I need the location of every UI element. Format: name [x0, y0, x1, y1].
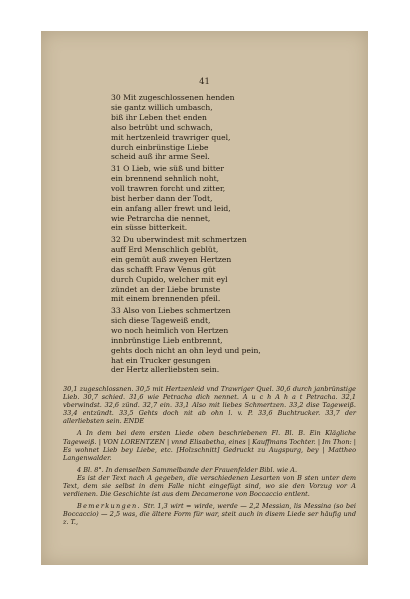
stanza-30 [111, 93, 351, 162]
verse-line: wo noch heimlich von Hertzen [111, 325, 229, 335]
editorial-note: Es ist der Text nach A gegeben, die verschiedenen Lesarten von B sten unter dem Text, dem sie selbst in dem Falle nicht eingefügt sind, wo sie den Vorzug vor A verdienen. Die Geschichte ist aus dem Decamerone von Boccaccio entlent. [63, 473, 356, 499]
verse-line: 30 Mit zugeschlossenen henden [111, 93, 235, 102]
verse-line: zündet an der Liebe brunste [111, 284, 221, 294]
verse-line: ein anfang aller frewt und leid, [111, 203, 231, 213]
verse-line: gehts doch nicht an ohn leyd und pein, [111, 345, 261, 355]
page-number: 41 [199, 77, 210, 87]
book-page [41, 31, 368, 565]
verse-line: 33 Also von Liebes schmertzen [111, 306, 231, 315]
verse-line: ein süsse bitterkeit. [111, 223, 188, 233]
stanza-33 [111, 306, 351, 375]
verse-line: voll trawren forcht und zitter, [111, 183, 226, 193]
verse-line: bist herber dann der Todt, [111, 193, 213, 203]
verse-line: mit einem brennenden pfeil. [111, 294, 221, 304]
verse-line: das schafft Fraw Venus güt [111, 264, 216, 274]
verse-line: sie gantz willich umbasch, [111, 102, 213, 112]
verse-line: mit hertzenleid trawriger quel, [111, 132, 231, 142]
verse-line: 31 O Lieb, wie süß und bitter [111, 164, 225, 173]
verse-line: der Hertz allerliebsten sein. [111, 365, 220, 375]
footnotes [63, 385, 356, 527]
verse-line: ein brennend sehnlich noht, [111, 173, 220, 183]
verse-line: wie Petrarcha die nennet, [111, 213, 211, 223]
verse-line: biß ihr Leben thet enden [111, 112, 207, 122]
verse-line: ein gemüt auß zweyen Hertzen [111, 254, 232, 264]
verse-line: durch Cupido, welcher mit eyl [111, 274, 228, 284]
source-b-description: 4 Bl. 8°. In demselben Sammelbande der Frauenfelder Bibl. wie A. [77, 465, 298, 474]
variant-readings: 30,1 zugeschlossnen. 30,5 mit Hertzenleid vnd Trawriger Quel. 30,6 durch janbrünstige Lieb. 30,7 schied. 31,6 wie Petracha dich nennet. A u c h A h a t Petracha. 32,1 vberwindst. 32,6 zünd. 32,7 ein. 33,1 Also mit liebes Schmertzen. 33,2 dise Tageweiß. 33,4 entzündt. 33,5 Gehts doch nit ab ohn l. v. P. 33,6 Buchtrucker. 33,7 der allerliebsten sein. ENDE [63, 385, 356, 426]
verse-line: durch einbrünstige Liebe [111, 142, 209, 152]
verse-line: sich diese Tageweiß endt, [111, 315, 211, 325]
verse-line: also betrübt und schwach, [111, 122, 213, 132]
verse-line: scheid auß ihr arme Seel. [111, 152, 210, 162]
verse-line: hat ein Trucker gesungen [111, 355, 211, 365]
verse-line: innbrünstige Lieb entbrennt, [111, 335, 223, 345]
remarks [63, 502, 356, 526]
source-a-description: A In dem bei dem ersten Liede oben beschriebenen Fl. Bl. B. Ein Klägliche Tageweiß. | VON LORENTZEN | vnnd Elisabetha, eines | Kauffmans Tochter. | Im Thon: | Es wohnet Lieb bey Liebe, etc. [Holzschnitt] Gedruckt zu Augspurg, bey | Mattheo Langenwalder. [63, 429, 356, 462]
stanza-31 [111, 164, 351, 233]
remarks-text: Str. 1,3 wirt = wirde, werde — 2,2 Messian, lis Messina (so bei Boccaccio) — 2,5 was, die ältere Form für war, steit auch in disem Liede ser häufig und z. T., [63, 502, 356, 527]
verse-line: 32 Du uberwindest mit schmertzen [111, 235, 247, 244]
remarks-label: Bemerkungen. [77, 502, 141, 511]
verse-line: auff Erd Menschlich geblüt, [111, 244, 219, 254]
stanza-32 [111, 235, 351, 304]
